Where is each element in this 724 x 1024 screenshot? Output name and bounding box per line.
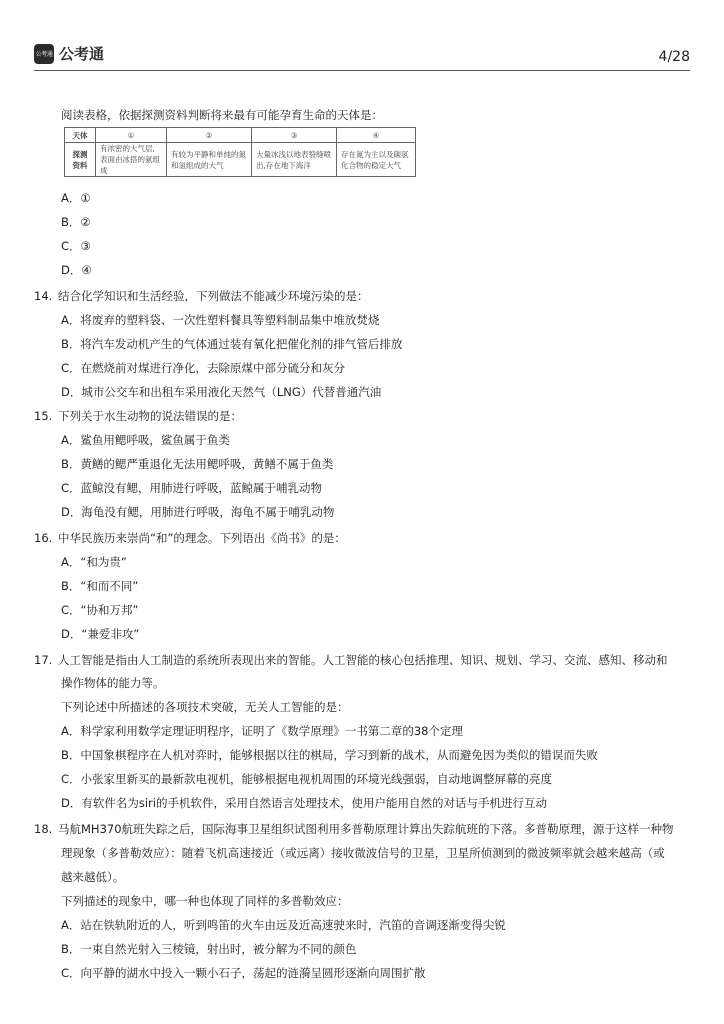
question-stem: 中华民族历来崇尚“和”的理念。下列语出《尚书》的是：	[58, 531, 346, 545]
option-b: B．黄鳝的鳃严重退化无法用鳃呼吸，黄鳝不属于鱼类	[61, 457, 334, 471]
table-cell: ④	[337, 128, 416, 143]
option-b: B．一束自然光射入三棱镜，射出时，被分解为不同的颜色	[61, 942, 357, 956]
option-c: C．向平静的湖水中投入一颗小石子，荡起的涟漪呈圆形逐渐向周围扩散	[61, 966, 426, 980]
question-stem: 人工智能是指由人工制造的系统所表现出来的智能。人工智能的核心包括推理、知识、规划、学习、交流、感知、移动和	[58, 653, 668, 667]
probe-data-table	[64, 127, 416, 177]
option-a: A．科学家利用数学定理证明程序，证明了《数学原理》一书第二章的38个定理	[61, 724, 463, 738]
option-d: D．④	[61, 263, 92, 277]
table-row	[65, 143, 416, 177]
table-cell: 有较为平静和单纯的氮和氢组成的大气	[167, 143, 252, 177]
question-15	[34, 408, 242, 424]
table-cell: 大量冰浅以地表裂缝喷出,存在地下海洋	[252, 143, 337, 177]
brand-logo	[34, 43, 104, 64]
question-stem: 马航MH370航班失踪之后，国际海事卫星组织试图利用多普勒原理计算出失踪航班的下落。多普勒原理，源于这样一种物	[58, 822, 674, 836]
question-number: 16.	[34, 531, 53, 545]
table-cell: 有浓密的大气层,表面由冰搭的氨组成	[96, 143, 167, 177]
question-17	[34, 652, 668, 668]
question-stem-cont: 操作物体的能力等。	[61, 676, 165, 690]
option-d: D．有软件名为siri的手机软件，采用自然语言处理技术，使用户能用自然的对话与手机进行互动	[61, 796, 547, 810]
option-c: C．在燃烧前对煤进行净化，去除原煤中部分硫分和灰分	[61, 361, 346, 375]
table-cell: ③	[252, 128, 337, 143]
question-number: 18.	[34, 822, 53, 836]
question-stem: 下列关于水生动物的说法错误的是：	[58, 409, 242, 423]
question-stem-cont: 理现象（多普勒效应）：随着飞机高速接近（或远离）接收微波信号的卫星，卫星所侦测到的微波频率就会越来越高（或	[61, 846, 665, 860]
question-stem: 结合化学知识和生活经验，下列做法不能减少环境污染的是：	[58, 289, 369, 303]
option-b: B．中国象棋程序在人机对弈时，能够根据以往的棋局，学习到新的战术，从而避免因为类似的错误而失败	[61, 748, 598, 762]
page-header	[34, 43, 690, 73]
option-d: D．“兼爱非攻”	[61, 627, 140, 641]
option-b: B．②	[61, 215, 91, 229]
table-cell: 天体	[65, 128, 96, 143]
option-b: B．“和而不同”	[61, 579, 139, 593]
question-stem-cont: 越来越低）。	[61, 870, 125, 884]
option-c: C．③	[61, 239, 91, 253]
option-d: D．海龟没有鳃，用肺进行呼吸，海龟不属于哺乳动物	[61, 505, 335, 519]
option-a: A．站在铁轨附近的人，听到鸣笛的火车由远及近高速驶来时，汽笛的音调逐渐变得尖锐	[61, 918, 506, 932]
table-cell: ①	[96, 128, 167, 143]
logo-icon: 公考通	[34, 44, 54, 64]
option-c: C．“协和万邦”	[61, 603, 139, 617]
question-16	[34, 530, 346, 546]
page-number: 4/28	[658, 49, 690, 65]
question-prompt: 下列论述中所描述的各项技术突破，无关人工智能的是：	[61, 700, 349, 714]
question-14	[34, 288, 369, 304]
option-c: C．小张家里新买的最新款电视机，能够根据电视机周围的环境光线强弱，自动地调整屏幕的亮度	[61, 772, 553, 786]
question-18	[34, 821, 674, 837]
table-cell: 探测资料	[65, 143, 96, 177]
table-cell: ②	[167, 128, 252, 143]
table-row	[65, 128, 416, 143]
question-intro: 阅读表格，依据探测资料判断将来最有可能孕育生命的天体是：	[61, 108, 383, 122]
question-number: 14.	[34, 289, 53, 303]
option-a: A．①	[61, 191, 91, 205]
table-cell: 存在氮为主以及碳氢化合物的稳定大气	[337, 143, 416, 177]
brand-name: 公考通	[59, 45, 105, 63]
option-a: A．“和为贵”	[61, 555, 127, 569]
option-b: B．将汽车发动机产生的气体通过装有氧化把催化剂的排气管后排放	[61, 337, 403, 351]
question-prompt: 下列描述的现象中，哪一种也体现了同样的多普勒效应：	[61, 894, 349, 908]
header-divider	[34, 70, 690, 71]
option-c: C．蓝鲸没有鳃，用肺进行呼吸，蓝鲸属于哺乳动物	[61, 481, 323, 495]
option-a: A．将废弃的塑料袋、一次性塑料餐具等塑料制品集中堆放焚烧	[61, 313, 380, 327]
option-d: D．城市公交车和出租车采用液化天然气（LNG）代替普通汽油	[61, 385, 382, 399]
option-a: A．鲨鱼用鳃呼吸，鲨鱼属于鱼类	[61, 433, 230, 447]
question-number: 17.	[34, 653, 53, 667]
question-number: 15.	[34, 409, 53, 423]
